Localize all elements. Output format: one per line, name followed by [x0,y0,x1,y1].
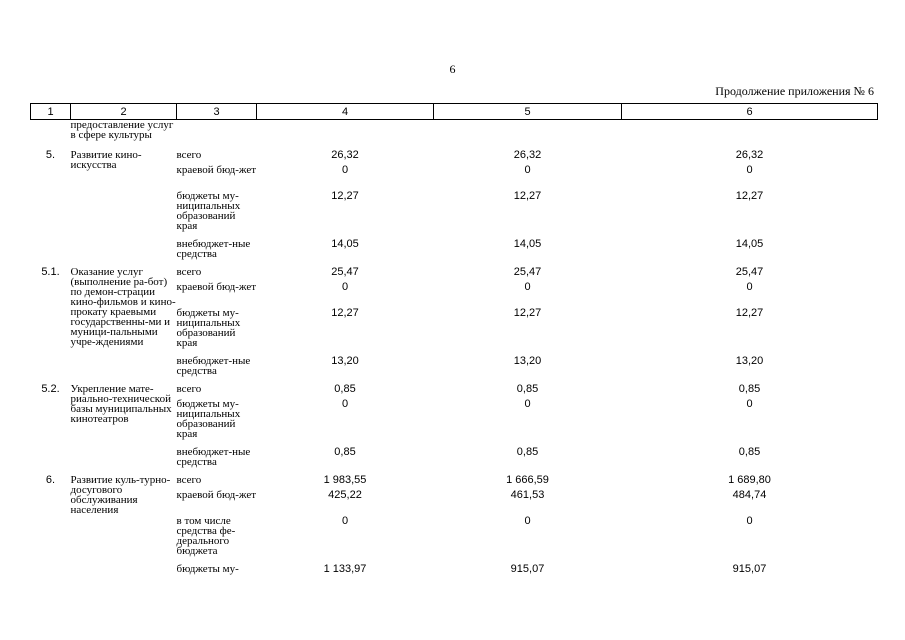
value-col-4: 12,27 [331,190,359,202]
value-col-6: 1 689,80 [728,474,771,486]
value-col-5: 13,20 [513,355,542,367]
value-col-4: 0 [341,164,349,176]
budget-table [30,103,878,579]
page-number: 6 [449,62,456,76]
column-number-row [31,104,878,120]
continuation-text: предоставление услуг в сфере культуры [70,119,174,141]
column-header-5: 5 [434,104,622,120]
funding-source: бюджеты му-ниципальных образований края [176,190,241,232]
value-col-5: 0,85 [516,446,539,458]
row-index: 5.1. [41,266,60,278]
funding-source: всего [176,149,202,161]
funding-source: бюджеты му-ниципальных образований края [176,398,241,440]
value-col-6: 0,85 [738,446,761,458]
funding-source: краевой бюд-жет [176,281,257,293]
value-col-6: 26,32 [735,149,764,161]
value-col-6: 0,85 [738,383,761,395]
row-index: 6. [45,474,56,486]
value-col-5: 12,27 [513,190,542,202]
value-col-6: 14,05 [735,238,764,250]
column-header-2: 2 [71,104,177,120]
funding-source: бюджеты му-ниципальных образований края [176,307,241,349]
activity-name: Укрепление мате-риально-технической базы муниципальных кинотеатров [70,383,172,425]
value-col-5: 0 [524,164,531,176]
table-row [31,475,878,490]
value-col-4: 0 [341,398,349,410]
value-col-4: 26,32 [331,149,359,161]
column-header-3: 3 [177,104,257,120]
value-col-4: 0,85 [334,446,356,458]
row-index: 5.2. [41,383,60,395]
activity-name: Оказание услуг (выполнение ра-бот) по демон-страции кино-фильмов и кино-прокату краевыми государственны-ми и муници-пальными учре-ждениями [70,266,176,348]
appendix-caption: Продолжение приложения № 6 [715,84,874,98]
funding-source: краевой бюд-жет [176,164,257,176]
value-col-4: 25,47 [331,266,359,278]
table-row [31,150,878,165]
value-col-5: 1 666,59 [506,474,549,486]
value-col-4: 1 983,55 [323,474,367,486]
row-index: 5. [45,149,56,161]
activity-name: Развитие куль-турно-досугового обслуживания населения [70,474,171,516]
funding-source: всего [176,474,202,486]
value-col-4: 425,22 [328,489,362,501]
value-col-4: 0 [341,515,349,527]
value-col-4: 14,05 [331,238,359,250]
value-col-6: 25,47 [735,266,764,278]
value-col-5: 12,27 [513,307,542,319]
value-col-5: 0 [524,515,531,527]
funding-source: всего [176,383,202,395]
value-col-5: 0 [524,398,531,410]
value-col-4: 0 [341,281,349,293]
funding-source: бюджеты му- [176,563,239,575]
continuation-row [31,120,878,151]
table-header [31,104,878,120]
value-col-6: 0 [746,164,753,176]
column-header-4: 4 [257,104,434,120]
funding-source: внебюджет-ные средства [176,446,251,468]
value-col-5: 0,85 [516,383,539,395]
value-col-5: 14,05 [513,238,542,250]
table-body [31,120,878,580]
value-col-6: 0 [746,515,753,527]
value-col-5: 915,07 [510,563,545,575]
table-row [31,267,878,282]
funding-source: внебюджет-ные средства [176,355,251,377]
funding-source: всего [176,266,202,278]
value-col-5: 26,32 [513,149,542,161]
funding-source: в том числе средства фе-дерального бюджета [176,515,236,557]
value-col-6: 484,74 [732,489,767,501]
value-col-6: 13,20 [735,355,764,367]
activity-name: Развитие кино-искусства [70,149,142,171]
table-row [31,384,878,399]
value-col-4: 12,27 [331,307,359,319]
funding-source: краевой бюд-жет [176,489,257,501]
value-col-5: 461,53 [510,489,545,501]
column-header-6: 6 [622,104,878,120]
value-col-4: 1 133,97 [323,563,367,575]
value-col-4: 13,20 [331,355,359,367]
column-header-1: 1 [31,104,71,120]
value-col-4: 0,85 [334,383,356,395]
value-col-5: 25,47 [513,266,542,278]
value-col-6: 0 [746,281,753,293]
value-col-6: 12,27 [735,307,764,319]
funding-source: внебюджет-ные средства [176,238,251,260]
value-col-6: 12,27 [735,190,764,202]
value-col-5: 0 [524,281,531,293]
value-col-6: 915,07 [732,563,767,575]
value-col-6: 0 [746,398,753,410]
